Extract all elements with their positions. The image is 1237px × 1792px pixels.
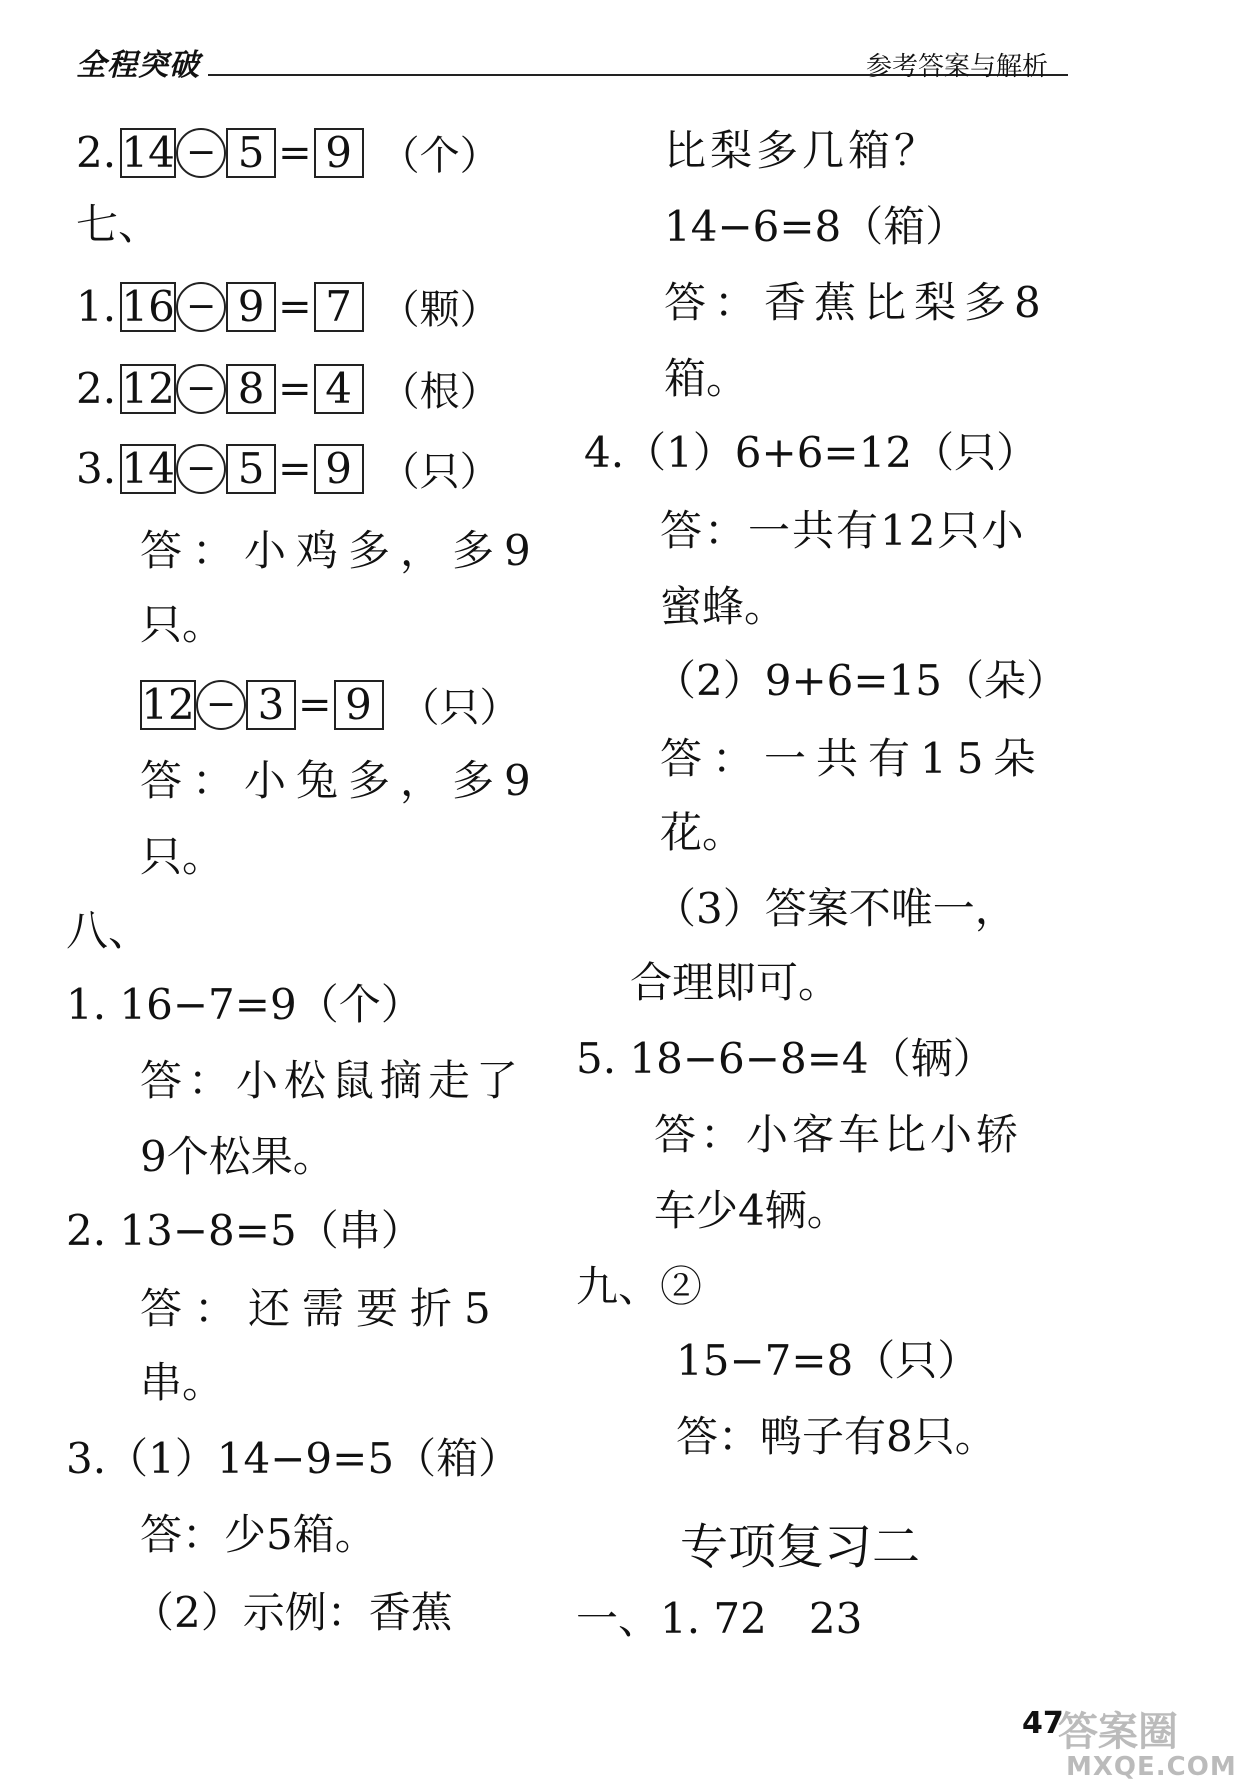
answer-box: 4 xyxy=(314,364,364,414)
answer-text: 答：鸭子有8只。 xyxy=(676,1412,997,1461)
answer-text: 合理即可。 xyxy=(630,958,841,1007)
unit-label: （只） xyxy=(399,685,520,731)
answer-text: （3）答案不唯一， xyxy=(654,884,1017,933)
equals-sign: = xyxy=(278,283,312,330)
equation-row-1 xyxy=(76,124,500,181)
equals-sign: = xyxy=(298,681,332,728)
equation-row-4 xyxy=(76,440,500,497)
unit-label: （根） xyxy=(379,369,500,415)
equals-sign: = xyxy=(278,365,312,412)
problem-line: 5. 18−6−8=4（辆） xyxy=(576,1034,995,1083)
section-heading-9: 九、② xyxy=(576,1262,703,1311)
answer-text: 答：香蕉比梨多8 xyxy=(664,278,1049,327)
answer-text: 答：一共有15朵 xyxy=(660,734,1046,783)
problem-line: 1. 16−7=9（个） xyxy=(66,980,423,1029)
answer-box: 9 xyxy=(314,128,364,178)
item-number: 3. xyxy=(76,444,117,493)
answer-box: 12 xyxy=(121,363,175,413)
section-title: 专项复习二 xyxy=(680,1519,921,1575)
answer-box: 12 xyxy=(141,679,195,729)
problem-line: 3.（1）14−9=5（箱） xyxy=(66,1434,521,1483)
operator-circle: − xyxy=(176,364,226,414)
answer-box: 9 xyxy=(226,282,276,332)
unit-label: （个） xyxy=(379,133,500,179)
section-heading-7: 七、 xyxy=(76,200,161,249)
answer-text: 9个松果。 xyxy=(140,1132,335,1181)
answer-text: 只。 xyxy=(140,832,225,881)
item-number: 1. xyxy=(76,282,117,331)
answer-text: 答：小松鼠摘走了 xyxy=(140,1056,525,1105)
item-number: 2. xyxy=(76,364,117,413)
answer-box: 7 xyxy=(314,282,364,332)
answer-text: 答：小兔多，多9 xyxy=(140,756,541,805)
operator-circle: − xyxy=(176,128,226,178)
answer-box: 5 xyxy=(226,444,276,494)
answer-box: 14 xyxy=(121,443,175,493)
operator-circle: − xyxy=(196,680,246,730)
header-section-title: 参考答案与解析 xyxy=(866,52,1049,82)
problem-line: 15−7=8（只） xyxy=(676,1336,980,1385)
unit-label: （颗） xyxy=(379,287,500,333)
answer-text: 蜜蜂。 xyxy=(660,582,787,631)
problem-line: （2）9+6=15（朵） xyxy=(654,656,1068,705)
section-heading-8: 八、 xyxy=(66,906,151,955)
problem-line: 14−6=8（箱） xyxy=(664,202,968,251)
answer-text: 只。 xyxy=(140,600,225,649)
page-number: 47 xyxy=(1022,1706,1064,1741)
answer-text: （2）示例：香蕉 xyxy=(132,1588,453,1637)
answer-text: 比梨多几箱？ xyxy=(664,126,941,175)
item-number: 2. xyxy=(76,128,117,177)
equation-row-3 xyxy=(76,360,500,417)
problem-line: 4.（1）6+6=12（只） xyxy=(584,428,1039,477)
watermark-url: MXQE.COM xyxy=(1066,1752,1237,1782)
equals-sign: = xyxy=(278,445,312,492)
equation-row-2 xyxy=(76,278,500,335)
answer-text: 答：少5箱。 xyxy=(140,1510,377,1559)
answer-text: 串。 xyxy=(140,1358,225,1407)
problem-line: 一、1. 72 23 xyxy=(576,1594,863,1643)
answer-box: 14 xyxy=(121,127,175,177)
operator-circle: − xyxy=(176,282,226,332)
equals-sign: = xyxy=(278,129,312,176)
equation-row-5 xyxy=(140,676,520,733)
problem-line: 2. 13−8=5（串） xyxy=(66,1206,423,1255)
answer-box: 8 xyxy=(226,364,276,414)
answer-text: 箱。 xyxy=(664,354,749,403)
answer-box: 9 xyxy=(314,444,364,494)
unit-label: （只） xyxy=(379,449,500,495)
watermark-logo: 答案圈 xyxy=(1058,1709,1178,1755)
answer-text: 答：还需要折5 xyxy=(140,1284,503,1333)
answer-box: 9 xyxy=(334,680,384,730)
answer-box: 5 xyxy=(226,128,276,178)
answer-box: 3 xyxy=(246,680,296,730)
answer-text: 花。 xyxy=(660,808,745,857)
answer-text: 答：小客车比小轿 xyxy=(654,1110,1023,1159)
answer-text: 答：一共有12只小 xyxy=(660,506,1026,555)
header-book-title: 全程突破 xyxy=(76,48,200,83)
answer-text: 车少4辆。 xyxy=(654,1186,849,1235)
answer-text: 答：小鸡多，多9 xyxy=(140,526,541,575)
operator-circle: − xyxy=(176,444,226,494)
answer-box: 16 xyxy=(121,281,175,331)
